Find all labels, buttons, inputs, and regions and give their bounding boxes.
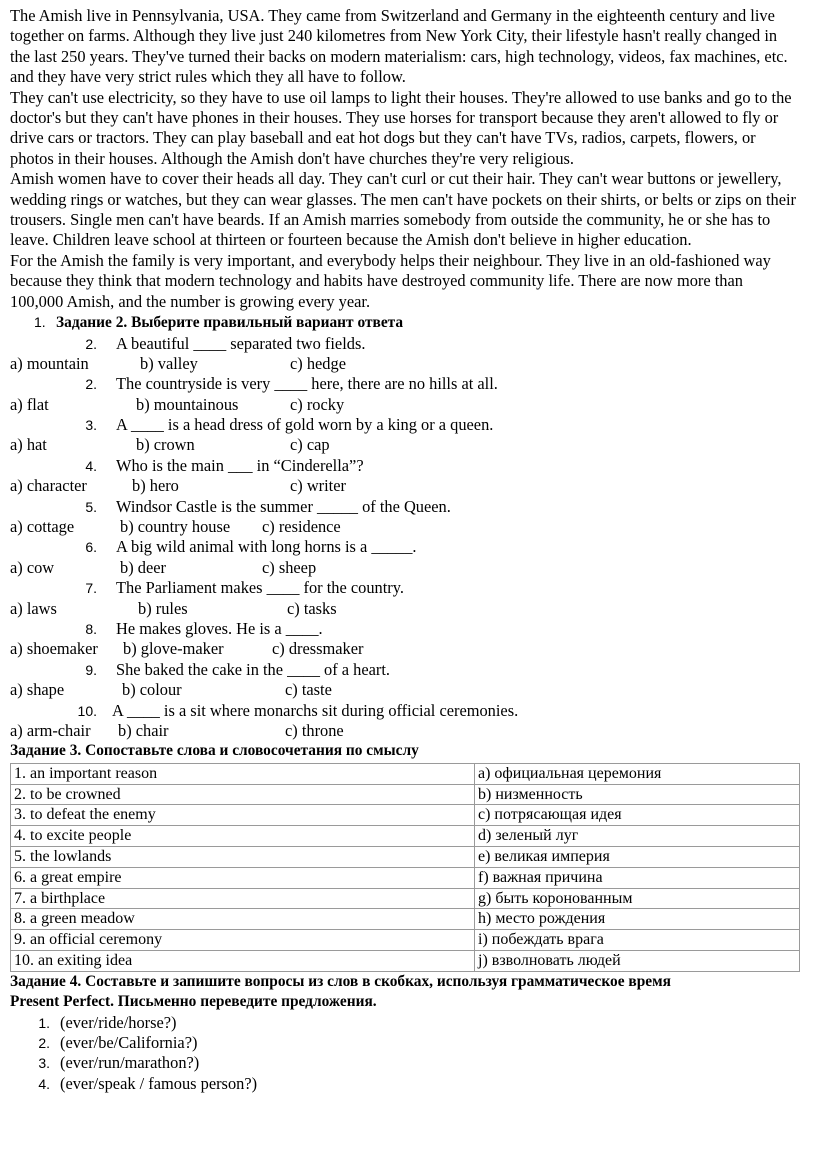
table-row	[11, 909, 800, 930]
task4-item-text: (ever/speak / famous person?)	[60, 1073, 258, 1093]
option-a[interactable]: a) hat	[10, 435, 47, 455]
option-c[interactable]: c) cap	[290, 435, 330, 455]
question-text: A ____ is a head dress of gold worn by a king or a queen.	[116, 415, 494, 435]
option-a[interactable]: a) flat	[10, 394, 49, 414]
option-a[interactable]: a) character	[10, 476, 87, 496]
question	[10, 537, 800, 557]
task2-number: 1.	[34, 314, 46, 331]
table-cell-term: 7. a birthplace	[11, 888, 475, 909]
table-cell-translation: a) официальная церемония	[475, 763, 800, 784]
table-cell-term: 9. an official ceremony	[11, 930, 475, 951]
question	[10, 497, 800, 517]
table-cell-term: 6. a great empire	[11, 867, 475, 888]
task4-item-text: (ever/ride/horse?)	[60, 1012, 177, 1032]
question-text: A big wild animal with long horns is a _____.	[116, 537, 417, 557]
task4-heading-line2: Present Perfect. Письменно переведите предложения.	[10, 993, 377, 1011]
option-c[interactable]: c) residence	[262, 517, 341, 537]
option-a[interactable]: a) cow	[10, 557, 55, 577]
task4-item	[10, 1033, 800, 1053]
option-c[interactable]: c) tasks	[287, 598, 337, 618]
table-cell-term: 3. to defeat the enemy	[11, 805, 475, 826]
option-a[interactable]: a) arm-chair	[10, 720, 91, 740]
table-cell-translation: c) потрясающая идея	[475, 805, 800, 826]
table-cell-translation: e) великая империя	[475, 846, 800, 867]
task4-item-text: (ever/be/California?)	[60, 1032, 198, 1052]
option-b[interactable]: b) colour	[122, 680, 182, 700]
table-cell-term: 10. an exiting idea	[11, 950, 475, 971]
option-b[interactable]: b) chair	[118, 720, 169, 740]
answer-options	[10, 639, 800, 659]
table-row	[11, 763, 800, 784]
table-cell-translation: g) быть коронованным	[475, 888, 800, 909]
table-cell-translation: b) низменность	[475, 784, 800, 805]
option-a[interactable]: a) shoemaker	[10, 639, 98, 659]
table-cell-translation: h) место рождения	[475, 909, 800, 930]
question-text: A beautiful ____ separated two fields.	[116, 333, 366, 353]
option-c[interactable]: c) sheep	[262, 557, 317, 577]
table-cell-translation: d) зеленый луг	[475, 826, 800, 847]
question-number: 5.	[85, 498, 97, 515]
question-text: He makes gloves. He is a ____.	[116, 618, 323, 638]
option-c[interactable]: c) dressmaker	[272, 639, 364, 659]
option-c[interactable]: c) rocky	[290, 394, 345, 414]
answer-options	[10, 435, 800, 455]
table-row	[11, 950, 800, 971]
option-b[interactable]: b) rules	[138, 598, 188, 618]
answer-options	[10, 680, 800, 700]
task2-title: Задание 2. Выберите правильный вариант ответа	[56, 314, 404, 332]
table-row	[11, 784, 800, 805]
question-number: 3.	[85, 417, 97, 434]
option-b[interactable]: b) country house	[120, 517, 231, 537]
task4-item	[10, 1074, 800, 1094]
question-number: 6.	[85, 539, 97, 556]
question-number: 7.	[85, 580, 97, 597]
question-text: A ____ is a sit where monarchs sit during official ceremonies.	[112, 700, 519, 720]
option-b[interactable]: b) deer	[120, 557, 166, 577]
option-b[interactable]: b) glove-maker	[123, 639, 224, 659]
question-number: 10.	[77, 702, 97, 719]
option-b[interactable]: b) crown	[136, 435, 195, 455]
question	[10, 701, 800, 721]
option-b[interactable]: b) hero	[132, 476, 179, 496]
question	[10, 415, 800, 435]
task4-heading-line1: Задание 4. Составьте и запишите вопросы из слов в скобках, используя грамматическое время	[10, 972, 671, 990]
task3-heading: Задание 3. Сопоставьте слова и словосочетания по смыслу	[10, 742, 419, 760]
answer-options	[10, 354, 800, 374]
task2-heading	[10, 312, 800, 333]
answer-options	[10, 476, 800, 496]
option-c[interactable]: c) writer	[290, 476, 346, 496]
question-number: 4.	[85, 457, 97, 474]
table-row	[11, 888, 800, 909]
table-cell-translation: i) побеждать врага	[475, 930, 800, 951]
option-b[interactable]: b) mountainous	[136, 394, 239, 414]
option-c[interactable]: c) throne	[285, 720, 344, 740]
option-c[interactable]: c) hedge	[290, 353, 346, 373]
table-cell-translation: f) важная причина	[475, 867, 800, 888]
task4-item	[10, 1013, 800, 1033]
task4-item-text: (ever/run/marathon?)	[60, 1053, 200, 1073]
question-number: 8.	[85, 620, 97, 637]
answer-options	[10, 517, 800, 537]
question-text: She baked the cake in the ____ of a heart.	[116, 659, 390, 679]
option-c[interactable]: c) taste	[285, 680, 332, 700]
table-row	[11, 826, 800, 847]
question	[10, 334, 800, 354]
question-text: Who is the main ___ in “Cinderella”?	[116, 455, 364, 475]
answer-options	[10, 721, 800, 741]
table-cell-term: 1. an important reason	[11, 763, 475, 784]
question-text: The countryside is very ____ here, there are no hills at all.	[116, 374, 498, 394]
question-text: The Parliament makes ____ for the country.	[116, 578, 404, 598]
option-a[interactable]: a) cottage	[10, 517, 75, 537]
question	[10, 456, 800, 476]
answer-options	[10, 395, 800, 415]
text-paragraph-1: The Amish live in Pennsylvania, USA. They came from Switzerland and Germany in the eighteenth century and live together on farms. Although they live just 240 kilometres from New York City, their lifestyle hasn't really changed in the last 250 years. They've turned their backs on modern materialism: cars, high technology, videos, fax machines, etc. and they have very strict rules which they all have to follow.	[10, 6, 788, 87]
question-text: Windsor Castle is the summer _____ of the Queen.	[116, 496, 451, 516]
task4-item-number: 2.	[38, 1034, 50, 1051]
task4-item	[10, 1053, 800, 1073]
table-row	[11, 867, 800, 888]
table-row	[11, 846, 800, 867]
question-number: 2.	[85, 376, 97, 393]
table-row	[11, 805, 800, 826]
question	[10, 578, 800, 598]
task4-item-number: 4.	[38, 1075, 50, 1092]
option-a[interactable]: a) shape	[10, 680, 65, 700]
question-number: 2.	[85, 335, 97, 352]
text-paragraph-2: They can't use electricity, so they have to use oil lamps to light their houses. They're allowed to use banks and go to the doctor's but they can't have phones in their houses. They use horses for transport because they aren't allowed to fly or drive cars or tractors. They can play baseball and eat hot dogs but they can't have TVs, radios, carpets, flowers, or photos in their houses. Although the Amish don't have churches they're very religious.	[10, 87, 792, 168]
question	[10, 619, 800, 639]
question	[10, 660, 800, 680]
table-cell-term: 2. to be crowned	[11, 784, 475, 805]
worksheet-page	[10, 6, 800, 1094]
text-paragraph-4: For the Amish the family is very important, and everybody helps their neighbour. They live in an old-fashioned way because they think that modern technology and habits have destroyed community life. There are now more than 100,000 Amish, and the number is growing every year.	[10, 250, 771, 311]
table-cell-translation: j) взволновать людей	[475, 950, 800, 971]
task4-item-number: 1.	[38, 1014, 50, 1031]
table-row	[11, 930, 800, 951]
answer-options	[10, 599, 800, 619]
question	[10, 374, 800, 394]
table-cell-term: 4. to excite people	[11, 826, 475, 847]
table-cell-term: 5. the lowlands	[11, 846, 475, 867]
option-a[interactable]: a) laws	[10, 598, 57, 618]
option-b[interactable]: b) valley	[140, 353, 198, 373]
question-number: 9.	[85, 661, 97, 678]
answer-options	[10, 558, 800, 578]
option-a[interactable]: a) mountain	[10, 353, 89, 373]
task4-item-number: 3.	[38, 1055, 50, 1072]
text-paragraph-3: Amish women have to cover their heads all day. They can't curl or cut their hair. They can't wear buttons or jewellery, wedding rings or watches, but they can wear glasses. The men can't have pockets on their shirts, or belts or zips on their trousers. Single men can't have beards. If an Amish marries somebody from outside the community, he or she has to leave. Children leave school at thirteen or fourteen because the Amish don't believe in higher education.	[10, 169, 797, 250]
matching-table	[10, 763, 800, 972]
table-cell-term: 8. a green meadow	[11, 909, 475, 930]
